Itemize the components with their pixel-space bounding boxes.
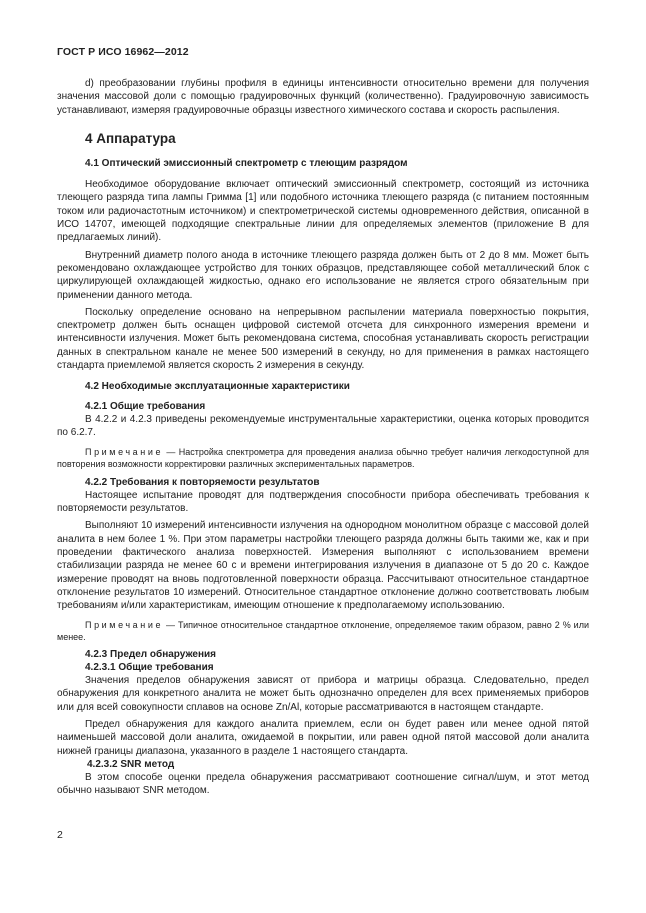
subsection-heading-4-2-3-1: 4.2.3.1 Общие требования xyxy=(85,661,214,673)
note-2-label: Примечание xyxy=(85,619,164,630)
paragraph-4-2-3-1-a: Значения пределов обнаружения зависят от прибора и матрицы образца. Следовательно, предел обнаружения для конкретного аналита не может быть однозначно определен для всех применяемых приборов или для всей совокупности сплавов на основе Zn/Al, которые рассматриваются в настоящем стандарте. xyxy=(57,675,589,713)
note-1-label: Примечание xyxy=(85,446,164,457)
paragraph-4-2-1: В 4.2.2 и 4.2.3 приведены рекомендуемые инструментальные характеристики, оценка которых проводится по 6.2.7. xyxy=(57,413,589,439)
paragraph-4-2-3-1-b: Предел обнаружения для каждого аналита приемлем, если он будет равен или менее одной пятой наименьшей массовой доли аналита, ожидаемой в покрытии, или равен одной пятой массовой доли аналита нижней границы диапазона, указанного в разделе 1 настоящего стандарта. xyxy=(57,718,589,757)
section-heading-4: 4 Аппаратура xyxy=(85,130,176,146)
paragraph-4-2-3-2: В этом способе оценки предела обнаружения рассматривают соотношение сигнал/шум, и этот метод обычно называют SNR методом. xyxy=(57,772,589,797)
subsection-heading-4-1: 4.1 Оптический эмиссионный спектрометр с тлеющим разрядом xyxy=(85,157,408,169)
paragraph-4-2-2-b: Выполняют 10 измерений интенсивности излучения на однородном монолитном образце с массовой долей аналита в нем более 1 %. При этом параметры настройки тлеющего разряда должны быть такими же, как и при проведении фактического анализа поверхностей. Измерения выполняют с использованием времени стабилизации разряда не менее 60 с и времени интегрирования излучения в диапазоне от 5 до 20 с. Каждое измерение проводят на вновь подготовленной поверхности образца. Рассчитывают относительное стандартное отклонение результатов 10 измерений. Относительное стандартное отклонение должно соответствовать любым требованиям и/или характеристикам, имеющим отношение к предполагаемому использованию. xyxy=(57,520,589,612)
paragraph-4-2-2-a: Настоящее испытание проводят для подтверждения способности прибора обеспечивать требования к повторяемости результатов. xyxy=(57,489,589,515)
subsection-heading-4-2-2: 4.2.2 Требования к повторяемости результатов xyxy=(85,476,320,488)
document-code-header: ГОСТ Р ИСО 16962—2012 xyxy=(57,46,189,58)
paragraph-4-1-a: Необходимое оборудование включает оптический эмиссионный спектрометр, состоящий из источника тлеющего разряда типа лампы Гримма [1] или подобного источника тлеющего разряда (с питанием постоянным током или радиочастотным источником) и спектрометрической системы одновременного действия, описанной в ИСО 14707, имеющей подходящие спектральные линии для определяемых элементов (приложение В для предлагаемых линий). xyxy=(57,179,589,244)
subsection-heading-4-2-1: 4.2.1 Общие требования xyxy=(85,400,206,412)
note-2-text: — Типичное относительное стандартное отклонение, определяемое таким образом, равно 2 % или менее. xyxy=(57,619,589,642)
note-2 xyxy=(57,619,589,644)
paragraph-d: d) преобразовании глубины профиля в единицы интенсивности относительно времени для получения значения массовой доли с помощью градуировочных функций (количественно). Градуировочную зависимость устанавливают, измеряя градуировочные образцы известного химического состава и скорость распыления. xyxy=(57,78,589,116)
page-number: 2 xyxy=(57,829,63,841)
subsection-heading-4-2-3: 4.2.3 Предел обнаружения xyxy=(85,648,217,660)
document-body xyxy=(57,77,589,798)
subsection-heading-4-2-3-2: 4.2.3.2 SNR метод xyxy=(87,758,175,770)
note-1-text: — Настройка спектрометра для проведения анализа обычно требует наличия легкодоступной для повторения возможности корректировки различных экспериментальных параметров. xyxy=(57,446,589,470)
paragraph-4-1-b: Внутренний диаметр полого анода в источнике тлеющего разряда должен быть от 2 до 8 мм. Может быть рекомендовано охлаждающее устройство для тонких образцов, представляющее собой металлический блок с циркулирующей охлаждающей жидкостью, однако его использование не является строго обязательным при применении данного метода. xyxy=(57,249,589,301)
paragraph-4-1-c: Поскольку определение основано на непрерывном распылении материала поверхностью покрытия, спектрометр должен быть оснащен цифровой системой отсчета для синхронного измерения времени и интенсивности излучения. Может быть рекомендована система, способная устанавливать скорость регистрации данных в спектральном канале не менее 500 измерений в секунду, но для применения в рамках настоящего стандарта приемлемой является скорость 2 измерения в секунду. xyxy=(57,306,589,372)
subsection-heading-4-2: 4.2 Необходимые эксплуатационные характеристики xyxy=(85,381,350,393)
note-1 xyxy=(57,446,589,471)
